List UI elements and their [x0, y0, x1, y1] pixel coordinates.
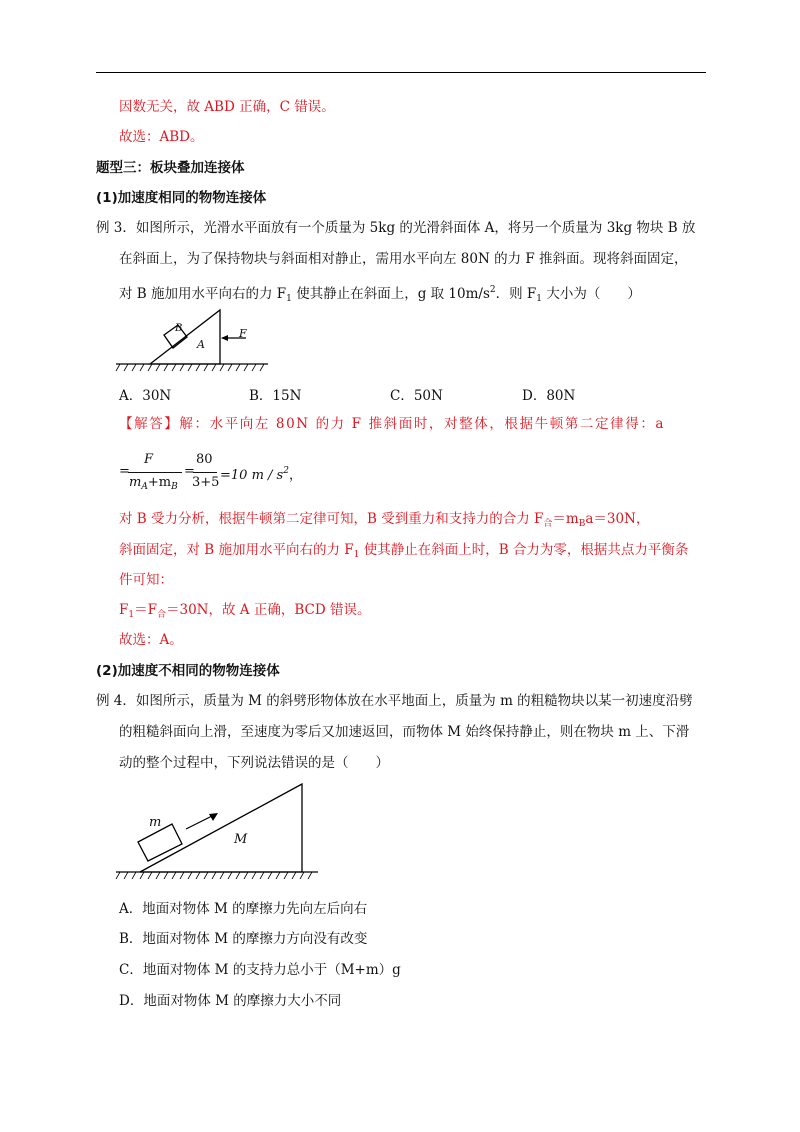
- prev-answer-choice: 故选：ABD。: [119, 129, 204, 145]
- section-title: 题型三：板块叠加连接体: [96, 160, 245, 176]
- ex3-answer-choice: 故选：A。: [119, 632, 183, 648]
- ex3-solution-line5: $F_1=F_合=30N$，故 A 正确，BCD 错误。: [119, 602, 371, 620]
- ex3-label-f: F: [239, 327, 247, 340]
- ex4-label-m: m: [149, 815, 162, 830]
- ex4-question-line1: 例 4．如图所示，质量为 M 的斜劈形物体放在水平地面上，质量为 m 的粗糙物块以某一初速度沿劈: [96, 693, 693, 709]
- subsection-1-title: (1)加速度相同的物物连接体: [96, 190, 267, 206]
- ex3-question-line2: 在斜面上，为了保持物块与斜面相对静止，需用水平向左 80N 的力 F 推斜面。现将斜面固定，: [119, 251, 688, 267]
- ex4-option-b: B．地面对物体 M 的摩擦力方向没有改变: [119, 931, 368, 947]
- prev-answer-line: 因数无关，故 ABD 正确，C 错误。: [119, 99, 335, 115]
- ex4-option-d: D．地面对物体 M 的摩擦力大小不同: [119, 993, 342, 1009]
- ex3-option-c: C．50N: [390, 388, 443, 404]
- ex3-option-d: D．80N: [522, 388, 576, 404]
- ex3-label-a: A: [197, 338, 205, 351]
- ex3-solution-line4: 件可知：: [119, 572, 173, 588]
- ex3-question-line3: 对 B 施加用水平向右的力 $F_1$ 使其静止在斜面上，g 取 $10m/s^2$．则 $F_1$ 大小为（ ）: [119, 285, 641, 304]
- ex3-solution-line3: 斜面固定，对 B 施加用水平向右的力 $F_1$ 使其静止在斜面上时，B 合力为零，根据共点力平衡条: [119, 542, 689, 560]
- ex4-question-line3: 动的整个过程中，下列说法错误的是（ ）: [119, 755, 389, 771]
- ex4-label-big-m: M: [234, 832, 248, 847]
- ex3-option-a: A．30N: [119, 388, 172, 404]
- header-rule: [96, 72, 706, 73]
- ex3-solution-line2: 对 B 受力分析，根据牛顿第二定律可知，B 受到重力和支持力的合力 $F_合=m_Ba=30N$，: [119, 511, 650, 529]
- ex4-option-c: C．地面对物体 M 的支持力总小于（M+m）g: [119, 962, 401, 978]
- ex3-option-b: B．15N: [249, 388, 302, 404]
- ex3-solution-head: 【解答】解：水平向左 80N 的力 F 推斜面时，对整体，根据牛顿第二定律得：a: [119, 416, 666, 432]
- subsection-2-title: (2)加速度不相同的物物连接体: [96, 663, 280, 679]
- ex3-label-b: B: [175, 323, 183, 334]
- ex4-wedge-figure: [114, 782, 326, 882]
- ex3-incline-figure: [112, 306, 272, 376]
- ex3-question-line1: 例 3．如图所示，光滑水平面放有一个质量为 5kg 的光滑斜面体 A，将另一个质量为 3kg 物块 B 放: [96, 220, 696, 236]
- ex4-option-a: A．地面对物体 M 的摩擦力先向左后向右: [119, 901, 368, 917]
- ex4-question-line2: 的粗糙斜面向上滑，至速度为零后又加速返回，而物体 M 始终保持静止，则在物块 m 上、下滑: [119, 724, 690, 740]
